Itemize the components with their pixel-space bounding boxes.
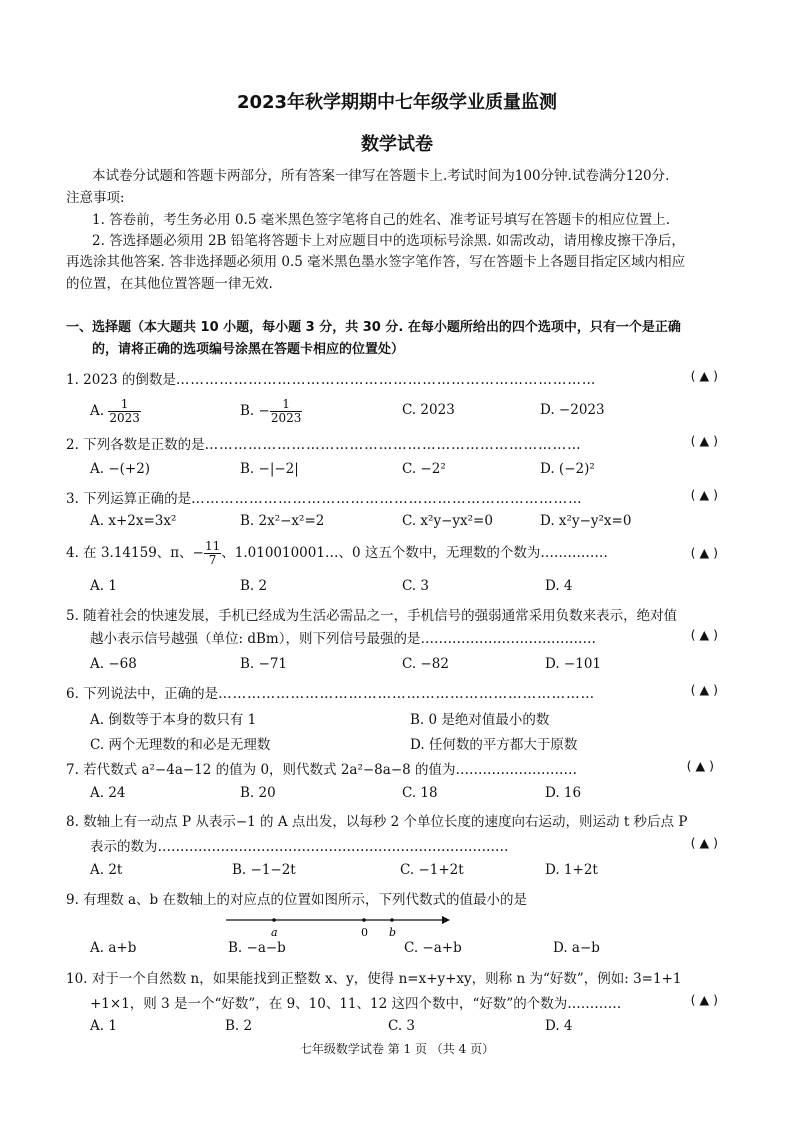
q9-option-b: B. −a−b — [228, 940, 286, 956]
q7-option-d: D. 16 — [545, 785, 582, 801]
q3-option-b: B. 2x²−x²=2 — [240, 513, 325, 529]
q4-option-c: C. 3 — [402, 578, 430, 594]
exam-subtitle: 数学试卷 — [361, 134, 433, 155]
q4-option-a: A. 1 — [90, 578, 117, 594]
question-2: 2. 下列各数是正数的是…………………………………………………………………… — [66, 437, 582, 453]
q6-option-b: B. 0 是绝对值最小的数 — [410, 712, 550, 728]
q8-option-d: D. 1+2t — [545, 862, 598, 878]
point-0 — [362, 918, 366, 922]
answer-mark-3: ( ▲ ) — [690, 487, 718, 502]
q1-option-d: D. −2023 — [540, 402, 605, 418]
question-8-line1: 8. 数轴上有一动点 P 从表示−1 的 A 点出发，以每秒 2 个单位长度的速度向右运动，则运动 t 秒后点 P — [66, 814, 688, 830]
label-0: 0 — [361, 926, 368, 939]
point-b — [390, 918, 394, 922]
question-4: 4. 在 3.14159、π、− $\frac{11}{7}$ 、1.010010001…、0 这五个数中，无理数的个数为…………… — [66, 540, 608, 567]
answer-mark-10: ( ▲ ) — [690, 992, 718, 1007]
q2-option-a: A. −(+2) — [90, 461, 151, 477]
question-1: 1. 2023 的倒数是…………………………………………………………………………… — [66, 372, 597, 388]
section-heading-line1: 一、选择题（本大题共 10 小题，每小题 3 分，共 30 分. 在每小题所给出的四个选项中，只有一个是正确 — [66, 320, 681, 335]
answer-mark-4: ( ▲ ) — [690, 545, 718, 560]
fraction: $\frac{11}{7}$ — [204, 540, 221, 567]
label-b: b — [389, 926, 397, 939]
question-6: 6. 下列说法中，正确的是…………………………………………………………………… — [66, 686, 596, 702]
q8-option-c: C. −1+2t — [400, 862, 464, 878]
q5-option-b: B. −71 — [240, 656, 287, 672]
point-a — [272, 918, 276, 922]
q9-option-a: A. a+b — [90, 940, 137, 956]
q10-option-c: C. 3 — [388, 1018, 416, 1034]
q5-option-d: D. −101 — [545, 656, 602, 672]
q5-option-c: C. −82 — [402, 656, 449, 672]
question-8-line2: 表示的数为…………………………………………………………………… — [90, 839, 509, 855]
q10-option-a: A. 1 — [90, 1018, 117, 1034]
q4-option-b: B. 2 — [240, 578, 268, 594]
q3-option-c: C. x²y−yx²=0 — [402, 513, 493, 529]
question-10-line2: +1×1，则 3 是一个“好数”，在 9、10、11、12 这四个数中，“好数”的个数为………… — [90, 996, 622, 1012]
answer-mark-2: ( ▲ ) — [690, 433, 718, 448]
q10-option-d: D. 4 — [545, 1018, 573, 1034]
fraction: $\frac{1}{2023}$ — [109, 397, 140, 425]
q7-option-c: C. 18 — [402, 785, 438, 801]
fraction: $\frac{1}{2023}$ — [270, 397, 302, 425]
q5-option-a: A. −68 — [90, 656, 137, 672]
q6-option-a: A. 倒数等于本身的数只有 1 — [90, 712, 257, 728]
notice-label: 注意事项: — [66, 190, 125, 206]
question-9: 9. 有理数 a、b 在数轴上的对应点的位置如图所示，下列代数式的值最小的是 — [66, 892, 527, 908]
number-line — [222, 912, 452, 940]
notice-2-line2: 再选涂其他答案. 答非选择题必须用 0.5 毫米黑色墨水签字笔作答，写在答题卡上各题目指定区域内相应 — [66, 254, 686, 270]
q1-option-a: A. $\frac{1}{2023}$ — [90, 397, 140, 425]
q2-option-b: B. −|−2| — [240, 461, 299, 477]
q1-option-b: B. − $\frac{1}{2023}$ — [240, 397, 302, 425]
q6-option-c: C. 两个无理数的和必是无理数 — [90, 737, 271, 753]
question-2-stem: 2. 下列各数是正数的是 — [66, 437, 205, 453]
answer-mark-8: ( ▲ ) — [690, 835, 718, 850]
answer-mark-6: ( ▲ ) — [690, 682, 718, 697]
question-6-stem: 6. 下列说法中，正确的是 — [66, 686, 219, 702]
notice-2-line3: 的位置，在其他位置答题一律无效. — [66, 276, 273, 292]
q2-option-c: C. −2² — [402, 461, 446, 477]
intro-text: 本试卷分试题和答题卡两部分，所有答案一律写在答题卡上.考试时间为100分钟.试卷满分120分. — [92, 168, 670, 184]
question-7: 7. 若代数式 a²−4a−12 的值为 0，则代数式 2a²−8a−8 的值为……………………… — [66, 762, 578, 778]
question-10-line1: 10. 对于一个自然数 n，如果能找到正整数 x、y，使得 n=x+y+xy，则称 n 为“好数”，例如: 3=1+1 — [66, 971, 682, 987]
q7-option-b: B. 20 — [240, 785, 276, 801]
question-1-stem: 1. 2023 的倒数是 — [66, 372, 176, 388]
q9-option-d: D. a−b — [553, 940, 600, 956]
q4-option-d: D. 4 — [545, 578, 573, 594]
q8-option-a: A. 2t — [90, 862, 123, 878]
q8-option-b: B. −1−2t — [232, 862, 296, 878]
answer-mark-7: ( ▲ ) — [686, 758, 714, 773]
q6-option-d: D. 任何数的平方都大于原数 — [410, 737, 578, 753]
q2-option-d: D. (−2)² — [540, 461, 595, 477]
question-3: 3. 下列运算正确的是……………………………………………………………………… — [66, 491, 583, 507]
page-footer: 七年级数学试卷 第 1 页 （共 4 页） — [299, 1042, 495, 1056]
notice-2-line1: 2. 答选择题必须用 2B 铅笔将答题卡上对应题目中的选项标号涂黑. 如需改动，请用橡皮擦干净后， — [92, 233, 685, 249]
question-5-line1: 5. 随着社会的快速发展，手机已经成为生活必需品之一，手机信号的强弱通常采用负数来表示，绝对值 — [66, 608, 678, 624]
q7-option-a: A. 24 — [90, 785, 126, 801]
label-a: a — [271, 926, 278, 939]
q3-option-d: D. x²y−y²x=0 — [540, 513, 632, 529]
question-3-stem: 3. 下列运算正确的是 — [66, 491, 192, 507]
arrow-icon — [442, 916, 450, 924]
section-heading-line2: 的，请将正确的选项编号涂黑在答题卡相应的位置处） — [92, 342, 405, 357]
exam-title: 2023年秋学期期中七年级学业质量监测 — [236, 92, 558, 113]
q1-option-c: C. 2023 — [402, 402, 455, 418]
answer-mark-5: ( ▲ ) — [690, 627, 718, 642]
question-5-line2: 越小表示信号越强（单位: dBm），则下列信号最强的是………………………………… — [90, 631, 596, 647]
q3-option-a: A. x+2x=3x² — [90, 513, 177, 529]
q9-option-c: C. −a+b — [404, 940, 462, 956]
answer-mark-1: ( ▲ ) — [690, 368, 718, 383]
notice-1: 1. 答卷前，考生务必用 0.5 毫米黑色签字笔将自己的姓名、准考证号填写在答题卡的相应位置上. — [92, 212, 671, 228]
q10-option-b: B. 2 — [225, 1018, 253, 1034]
